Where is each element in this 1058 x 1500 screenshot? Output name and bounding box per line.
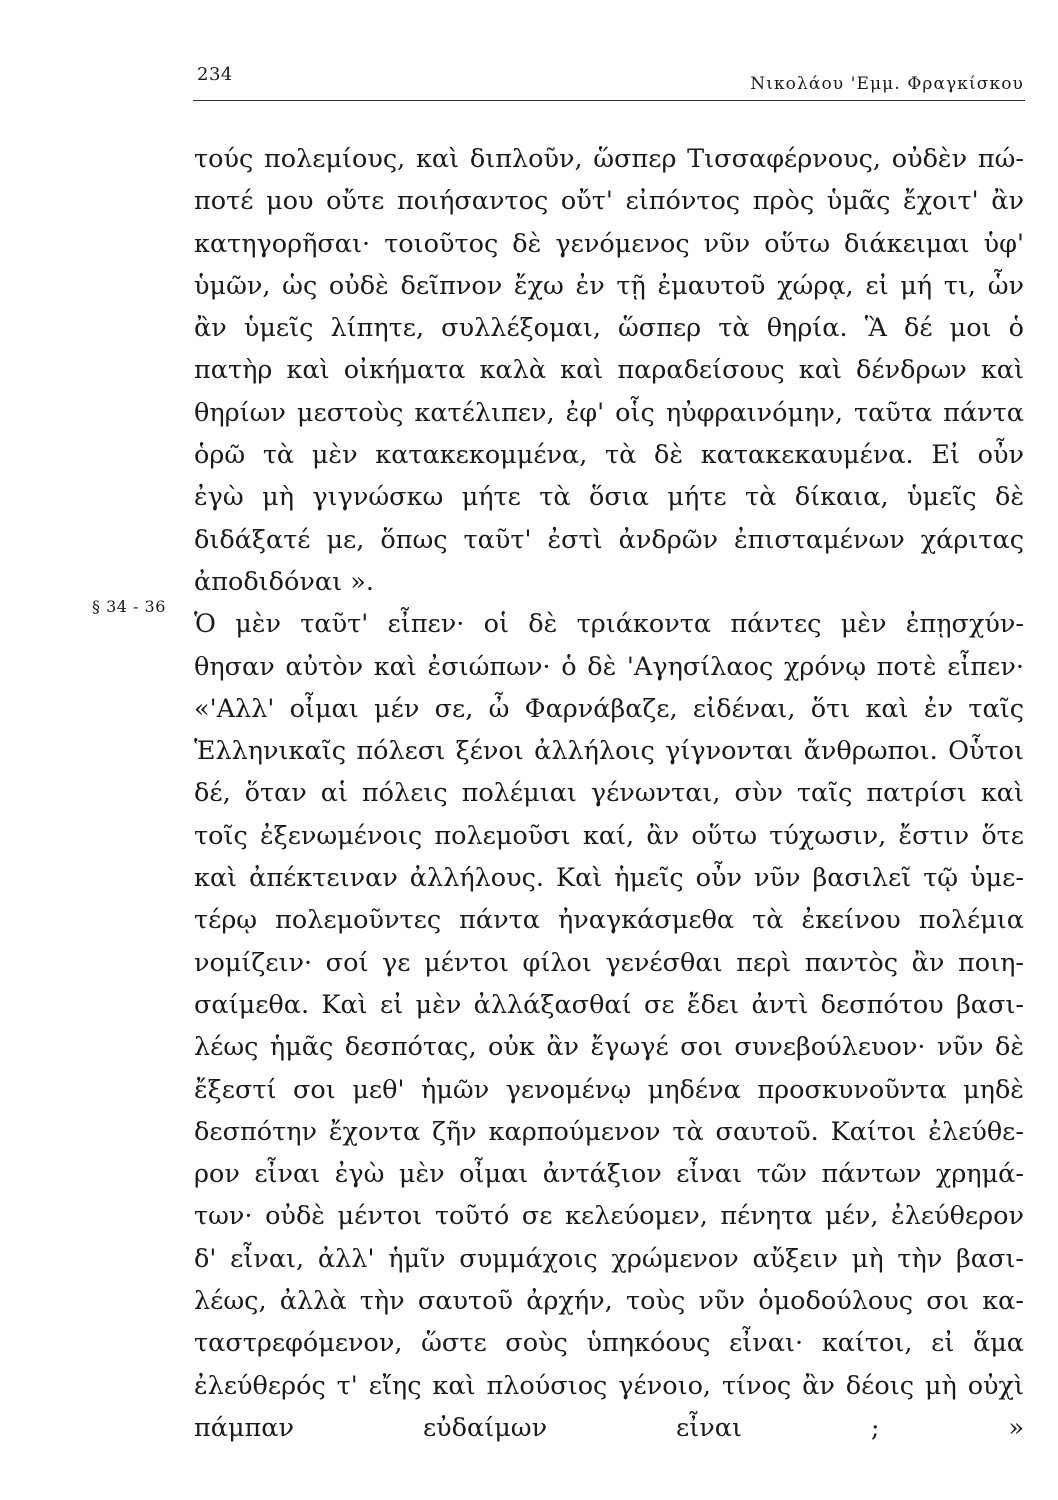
text-line: ἀποδιδόναι ». [194,566,374,597]
page-number: 234 [197,64,233,85]
text-line: τούς πολεμίους, καὶ διπλοῦν, ὥσπερ Τισσαφέρνους, οὐδὲν πώ- [194,144,1024,174]
text-line: πατὴρ καὶ οἰκήματα καλὰ καὶ παραδείσους καὶ δένδρων καὶ [194,355,1024,386]
text-line: ποτέ μου οὔτε ποιήσαντος οὔτ' εἰπόντος πρὸς ὑμᾶς ἔχοιτ' ἂν [194,186,1024,217]
text-line: κατηγορῆσαι· τοιοῦτος δὲ γενόμενος νῦν οὕτω διάκειμαι ὑφ' [194,228,1024,259]
text-line: λέως, ἀλλὰ τὴν σαυτοῦ ἀρχήν, τοὺς νῦν ὁμοδούλους σοι κα- [194,1286,1024,1317]
text-line: δέ, ὅταν αἱ πόλεις πολέμιαι γένωνται, σὺν ταῖς πατρίσι καὶ [194,778,1024,809]
body-text [194,138,1024,1492]
text-line: δεσπότην ἔχοντα ζῆν καρπούμενον τὰ σαυτοῦ. Καίτοι ἐλεύθε- [194,1116,1024,1147]
text-line: σαίμεθα. Καὶ εἰ μὲν ἀλλάξασθαί σε ἔδει ἀντὶ δεσπότου βασι- [194,989,1024,1020]
text-line [194,1449,1024,1491]
text-line: ἐλεύθερός τ' εἴης καὶ πλούσιος γένοιο, τίνος ἂν δέοις μὴ οὐχὶ [194,1370,1024,1401]
text-line: «'Αλλ' οἶμαι μέν σε, ὦ Φαρνάβαζε, εἰδέναι, ὅτι καὶ ἐν ταῖς [194,693,1024,724]
text-line: ἂν ὑμεῖς λίπητε, συλλέξομαι, ὥσπερ τὰ θηρία. Ἃ δέ μοι ὁ [194,313,1024,344]
text-line: διδάξατέ με, ὅπως ταῦτ' ἐστὶ ἀνδρῶν ἐπισταμένων χάριτας [194,524,1024,555]
text-line: καὶ ἀπέκτειναν ἀλλήλους. Καὶ ἡμεῖς οὖν νῦν βασιλεῖ τῷ ὑμε- [194,863,1024,894]
text-line: των· οὐδὲ μέντοι τοῦτό σε κελεύομεν, πένητα μέν, ἐλεύθερον [194,1201,1024,1232]
text-line: τέρῳ πολεμοῦντες πάντα ἠναγκάσμεθα τὰ ἐκείνου πολέμια [194,905,1024,936]
text-line: δ' εἶναι, ἀλλ' ἡμῖν συμμάχοις χρώμενον αὔξειν μὴ τὴν βασι- [194,1243,1024,1274]
text-line: ὑμῶν, ὡς οὐδὲ δεῖπνον ἔχω ἐν τῇ ἐμαυτοῦ χώρᾳ, εἰ μή τι, ὧν [194,270,1024,301]
text-line: Ἑλληνικαῖς πόλεσι ξένοι ἀλλήλοις γίγνονται ἄνθρωποι. Οὗτοι [194,736,1024,767]
text-line: ρον εἶναι ἐγὼ μὲν οἶμαι ἀντάξιον εἶναι τῶν πάντων χρημά- [194,1159,1024,1190]
text-line: πάμπαν εὐδαίμων εἶναι ; » [194,1412,1024,1443]
running-head: Νικολάου 'Εμμ. Φραγκίσκου [750,74,1024,94]
text-line: Ὁ μὲν ταῦτ' εἶπεν· οἱ δὲ τριάκοντα πάντες μὲν ἐπῃσχύν- [194,609,1024,640]
text-line: ἐγὼ μὴ γιγνώσκω μήτε τὰ ὅσια μήτε τὰ δίκαια, ὑμεῖς δὲ [194,482,1024,513]
text-line: ὁρῶ τὰ μὲν κατακεκομμένα, τὰ δὲ κατακεκαυμένα. Εἰ οὖν [194,440,1024,471]
text-line: ταστρεφόμενον, ὥστε σοὺς ὑπηκόους εἶναι· καίτοι, εἰ ἅμα [194,1328,1024,1359]
text-line: θησαν αὐτὸν καὶ ἐσιώπων· ὁ δὲ 'Αγησίλαος χρόνῳ ποτὲ εἶπεν· [194,651,1024,682]
header-rule [193,100,1025,101]
margin-reference: § 34 - 36 [92,597,166,616]
text-line: ἔξεστί σοι μεθ' ἡμῶν γενομένῳ μηδένα προσκυνοῦντα μηδὲ [194,1074,1024,1105]
text-line: λέως ἡμᾶς δεσπότας, οὐκ ἂν ἔγωγέ σοι συνεβούλευον· νῦν δὲ [194,1032,1024,1063]
text-line: νομίζειν· σοί γε μέντοι φίλοι γενέσθαι περὶ παντὸς ἂν ποιη- [194,947,1024,978]
text-line: θηρίων μεστοὺς κατέλιπεν, ἐφ' οἷς ηὐφραινόμην, ταῦτα πάντα [194,397,1024,428]
text-line: τοῖς ἐξενωμένοις πολεμοῦσι καί, ἂν οὕτω τύχωσιν, ἔστιν ὅτε [194,820,1024,851]
